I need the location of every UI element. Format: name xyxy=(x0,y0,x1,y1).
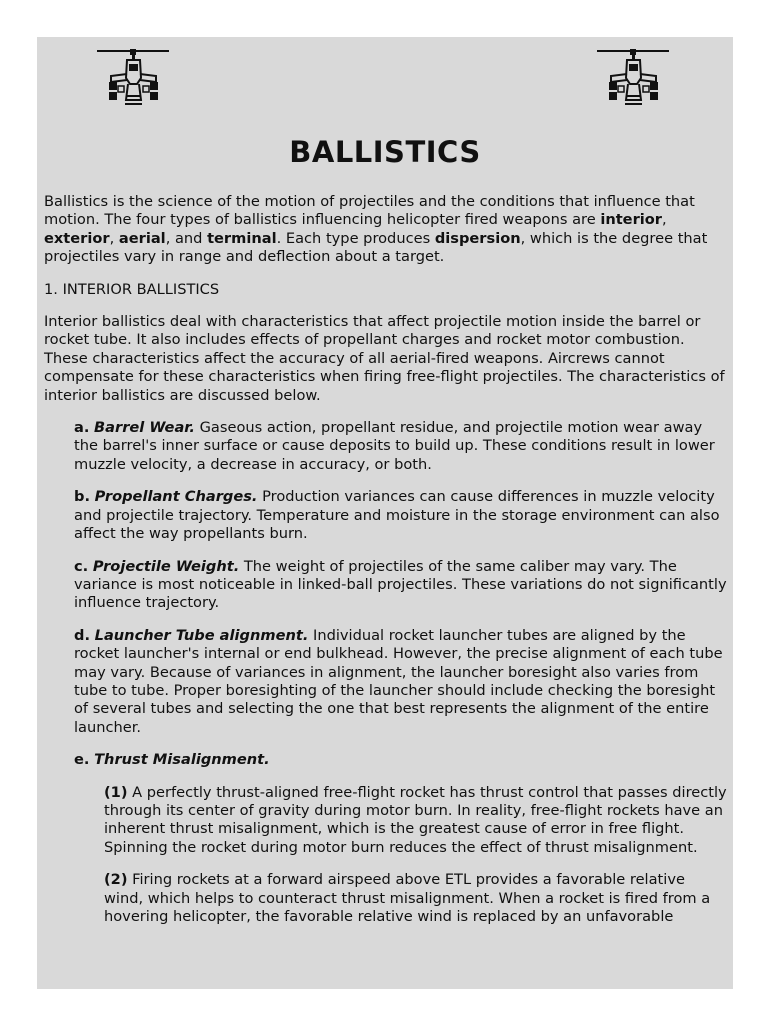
item-text: Gaseous action, propellant residue, and projectile motion wear away the barrel's inner surface or cause deposits to build up. These conditions result in lower muzzle velocity, a decrease in accuracy, or both. xyxy=(74,419,715,473)
list-item-launcher-tube-alignment xyxy=(74,627,728,737)
item-text: The weight of projectiles of the same caliber may vary. The variance is most noticeable in linked-ball projectiles. These variations do not significantly influence trajectory. xyxy=(74,557,727,612)
item-letter: e. xyxy=(74,751,90,769)
item-text: Production variances can cause differences in muzzle velocity and projectile trajectory. Temperature and moisture in the storage environment can also affect the way propellants burn. xyxy=(74,488,720,543)
sub-item-2 xyxy=(104,871,728,926)
helicopter-left-icon xyxy=(97,48,171,112)
intro-text: . Each type produces xyxy=(276,229,435,247)
item-term: Propellant Charges. xyxy=(94,488,258,506)
list-item-projectile-weight xyxy=(74,558,728,613)
intro-paragraph xyxy=(44,193,728,267)
section-intro-paragraph: Interior ballistics deal with characteristics that affect projectile motion inside the barrel or rocket tube. It also includes effects of propellant charges and rocket motor combustion. These characteristics affect the accuracy of all aerial-fired weapons. Aircrews cannot compensate for these characteristics when firing free-flight projectiles. The characteristics of interior ballistics are discussed below. xyxy=(44,313,725,404)
sub-item-text: A perfectly thrust-aligned free-flight rocket has thrust control that passes directly through its center of gravity during motor burn. In reality, free-flight rockets have an inherent thrust misalignment, which is the greatest cause of error in free flight. Spinning the rocket during motor burn reduces the effect of thrust misalignment. xyxy=(104,783,727,856)
sub-item-number: (1) xyxy=(104,783,128,801)
list-item-barrel-wear xyxy=(74,419,728,474)
intro-text: , xyxy=(662,211,667,229)
term-aerial: aerial xyxy=(118,229,166,247)
intro-text: , and xyxy=(165,229,208,247)
helicopter-right-icon xyxy=(597,48,671,112)
term-dispersion: dispersion xyxy=(434,229,521,247)
item-letter: d. xyxy=(74,626,90,644)
page-title: BALLISTICS xyxy=(289,135,481,169)
list-item-propellant-charges xyxy=(74,488,728,543)
item-term: Launcher Tube alignment. xyxy=(94,626,309,644)
intro-text: , xyxy=(109,229,119,247)
item-term: Projectile Weight. xyxy=(92,557,240,575)
item-term: Barrel Wear. xyxy=(94,419,195,437)
document-page xyxy=(37,37,733,989)
term-interior: interior xyxy=(600,211,663,229)
item-text: Individual rocket launcher tubes are aligned by the rocket launcher's internal or end bulkhead. However, the precise alignment of each tube may vary. Because of variances in alignment, the launcher boresight also varies from tube to tube. Proper boresighting of the launcher should include checking the boresight of several tubes and selecting the one that best represents the alignment of the entire launcher. xyxy=(74,626,723,736)
sub-item-number: (2) xyxy=(104,871,128,889)
sub-item-1 xyxy=(104,784,728,858)
term-terminal: terminal xyxy=(207,229,277,247)
intro-text: , which is the degree that projectiles vary in range and deflection about a target. xyxy=(44,229,708,266)
item-letter: b. xyxy=(74,488,90,506)
sub-item-text: Firing rockets at a forward airspeed above ETL provides a favorable relative wind, which helps to counteract thrust misalignment. When a rocket is fired from a hovering helicopter, the favorable relative wind is replaced by an unfavorable xyxy=(104,871,711,925)
item-letter: c. xyxy=(74,557,89,575)
list-item-thrust-misalignment xyxy=(74,751,728,769)
intro-text: Ballistics is the science of the motion of projectiles and the conditions that influence that motion. The four types of ballistics influencing helicopter fired weapons are xyxy=(44,193,695,229)
document-body xyxy=(44,193,728,940)
item-letter: a. xyxy=(74,419,90,437)
section-heading: 1. INTERIOR BALLISTICS xyxy=(44,280,220,298)
item-term: Thrust Misalignment. xyxy=(94,751,270,769)
term-exterior: exterior xyxy=(44,229,110,247)
